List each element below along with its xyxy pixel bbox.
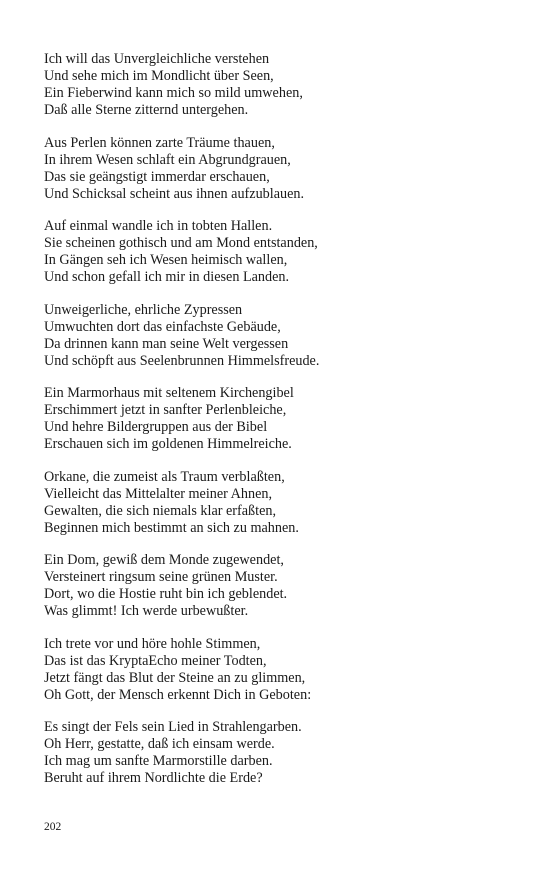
poem-line: Das sie geängstigt immerdar erschauen,: [44, 168, 270, 185]
poem-line: Dort, wo die Hostie ruht bin ich geblendet.: [44, 586, 288, 602]
stanza-9: [44, 719, 514, 787]
poem-line: Ein Fieberwind kann mich so mild umwehen,: [44, 85, 303, 101]
stanza-1: [44, 51, 514, 119]
poem-line: Was glimmt! Ich werde urbewußter.: [44, 603, 249, 619]
poem-line: In ihrem Wesen schlaft ein Abgrundgrauen,: [44, 151, 291, 168]
poem-line: Unweigerliche, ehrliche Zypressen: [44, 301, 243, 318]
stanza-4: [44, 302, 514, 370]
poem-line: Erschauen sich im goldenen Himmelreiche.: [44, 436, 292, 452]
poem-line: Ich will das Unvergleichliche verstehen: [44, 51, 270, 67]
poem-line: Vielleicht das Mittelalter meiner Ahnen,: [44, 485, 273, 502]
poem-line: Und schöpft aus Seelenbrunnen Himmelsfreude.: [44, 352, 320, 369]
stanza-8: [44, 636, 514, 704]
poem-line: Umwuchten dort das einfachste Gebäude,: [44, 318, 281, 335]
poem-line: In Gängen seh ich Wesen heimisch wallen,: [44, 252, 288, 268]
poem-line: Da drinnen kann man seine Welt vergessen: [44, 335, 289, 352]
page-number: 202: [44, 821, 62, 833]
poem-line: Es singt der Fels sein Lied in Strahlengarben.: [44, 719, 302, 735]
poem-line: Versteinert ringsum seine grünen Muster.: [44, 569, 278, 585]
poem-line: Beruht auf ihrem Nordlichte die Erde?: [44, 770, 263, 786]
poem-line: Und schon gefall ich mir in diesen Landen.: [44, 269, 290, 285]
poem-line: Das ist das KryptaEcho meiner Todten,: [44, 652, 267, 669]
poem-line: Und hehre Bildergruppen aus der Bibel: [44, 419, 268, 435]
poem-line: Aus Perlen können zarte Träume thauen,: [44, 134, 275, 151]
poem-line: Oh Gott, der Mensch erkennt Dich in Geboten:: [44, 686, 312, 703]
stanza-5: [44, 385, 514, 453]
poem-line: Beginnen mich bestimmt an sich zu mahnen.: [44, 519, 299, 536]
poem-line: Ich trete vor und höre hohle Stimmen,: [44, 635, 261, 652]
poem-line: Gewalten, die sich niemals klar erfaßten,: [44, 502, 277, 519]
stanza-7: [44, 552, 514, 620]
poem-line: Erschimmert jetzt in sanfter Perlenbleiche,: [44, 402, 287, 418]
poem-line: Sie scheinen gothisch und am Mond entstanden,: [44, 235, 318, 251]
poem-line: Ein Marmorhaus mit seltenem Kirchengibel: [44, 385, 294, 401]
poem-line: Daß alle Sterne zitternd untergehen.: [44, 102, 249, 118]
stanza-6: [44, 469, 514, 537]
poem-line: Und Schicksal scheint aus ihnen aufzublauen.: [44, 185, 305, 202]
stanza-2: [44, 135, 514, 203]
poem-line: Ein Dom, gewiß dem Monde zugewendet,: [44, 552, 284, 568]
poem-line: Oh Herr, gestatte, daß ich einsam werde.: [44, 736, 275, 752]
poem-body: [44, 51, 514, 803]
poem-line: Auf einmal wandle ich in tobten Hallen.: [44, 218, 273, 234]
poem-line: Und sehe mich im Mondlicht über Seen,: [44, 68, 274, 84]
poem-line: Orkane, die zumeist als Traum verblaßten,: [44, 468, 285, 485]
poem-line: Ich mag um sanfte Marmorstille darben.: [44, 753, 273, 769]
stanza-3: [44, 218, 514, 286]
poem-line: Jetzt fängt das Blut der Steine an zu glimmen,: [44, 669, 306, 686]
